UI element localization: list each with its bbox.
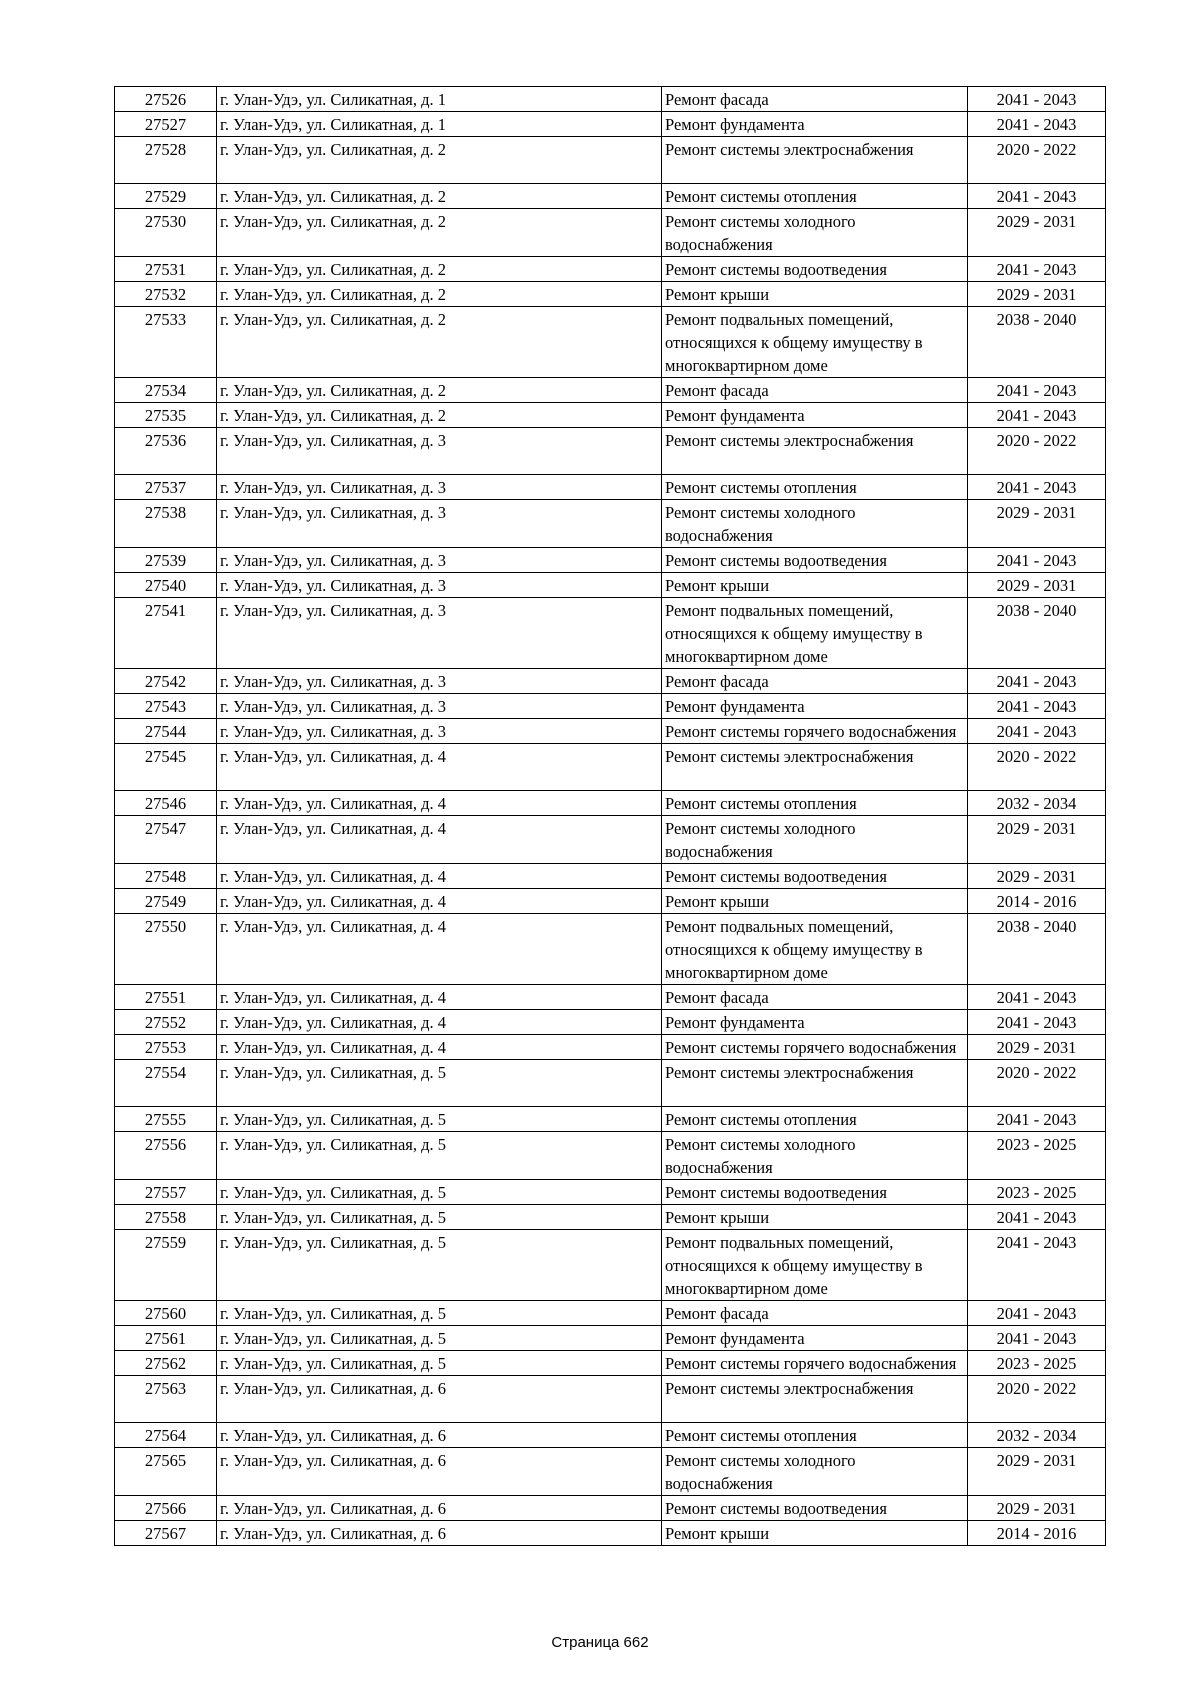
work-type-cell: Ремонт системы отопления	[662, 1107, 968, 1132]
address-cell: г. Улан-Удэ, ул. Силикатная, д. 2	[217, 378, 662, 403]
work-type-cell: Ремонт системы отопления	[662, 184, 968, 209]
record-number-cell: 27567	[115, 1521, 217, 1546]
record-number-cell: 27545	[115, 744, 217, 791]
table-body	[115, 87, 1106, 1546]
period-cell: 2020 - 2022	[968, 1060, 1106, 1107]
address-cell: г. Улан-Удэ, ул. Силикатная, д. 6	[217, 1423, 662, 1448]
record-number-cell: 27553	[115, 1035, 217, 1060]
period-cell: 2029 - 2031	[968, 282, 1106, 307]
record-number-cell: 27558	[115, 1205, 217, 1230]
period-cell: 2041 - 2043	[968, 1301, 1106, 1326]
period-cell: 2041 - 2043	[968, 1010, 1106, 1035]
table-row	[115, 307, 1106, 378]
period-cell: 2029 - 2031	[968, 209, 1106, 257]
address-cell: г. Улан-Удэ, ул. Силикатная, д. 3	[217, 719, 662, 744]
period-cell: 2041 - 2043	[968, 87, 1106, 112]
work-type-cell: Ремонт подвальных помещений, относящихся к общему имуществу в многоквартирном доме	[662, 307, 968, 378]
period-cell: 2023 - 2025	[968, 1132, 1106, 1180]
work-type-cell: Ремонт системы электроснабжения	[662, 1060, 968, 1107]
address-cell: г. Улан-Удэ, ул. Силикатная, д. 4	[217, 744, 662, 791]
record-number-cell: 27551	[115, 985, 217, 1010]
period-cell: 2041 - 2043	[968, 403, 1106, 428]
address-cell: г. Улан-Удэ, ул. Силикатная, д. 4	[217, 889, 662, 914]
table-row	[115, 744, 1106, 791]
table-row	[115, 1448, 1106, 1496]
work-type-cell: Ремонт системы холодного водоснабжения	[662, 816, 968, 864]
work-type-cell: Ремонт крыши	[662, 1521, 968, 1546]
period-cell: 2032 - 2034	[968, 1423, 1106, 1448]
period-cell: 2029 - 2031	[968, 1496, 1106, 1521]
table-row	[115, 1376, 1106, 1423]
address-cell: г. Улан-Удэ, ул. Силикатная, д. 6	[217, 1376, 662, 1423]
address-cell: г. Улан-Удэ, ул. Силикатная, д. 6	[217, 1521, 662, 1546]
work-type-cell: Ремонт фундамента	[662, 1010, 968, 1035]
period-cell: 2023 - 2025	[968, 1180, 1106, 1205]
table-row	[115, 816, 1106, 864]
period-cell: 2041 - 2043	[968, 985, 1106, 1010]
period-cell: 2029 - 2031	[968, 500, 1106, 548]
table-row	[115, 1230, 1106, 1301]
work-type-cell: Ремонт системы водоотведения	[662, 548, 968, 573]
record-number-cell: 27546	[115, 791, 217, 816]
table-row	[115, 475, 1106, 500]
address-cell: г. Улан-Удэ, ул. Силикатная, д. 4	[217, 816, 662, 864]
table-row	[115, 914, 1106, 985]
address-cell: г. Улан-Удэ, ул. Силикатная, д. 5	[217, 1230, 662, 1301]
table-row	[115, 669, 1106, 694]
address-cell: г. Улан-Удэ, ул. Силикатная, д. 4	[217, 914, 662, 985]
work-type-cell: Ремонт системы электроснабжения	[662, 428, 968, 475]
repair-schedule-table	[114, 86, 1106, 1546]
table-row	[115, 719, 1106, 744]
period-cell: 2041 - 2043	[968, 257, 1106, 282]
address-cell: г. Улан-Удэ, ул. Силикатная, д. 5	[217, 1301, 662, 1326]
address-cell: г. Улан-Удэ, ул. Силикатная, д. 3	[217, 428, 662, 475]
period-cell: 2029 - 2031	[968, 1035, 1106, 1060]
record-number-cell: 27532	[115, 282, 217, 307]
work-type-cell: Ремонт системы водоотведения	[662, 1180, 968, 1205]
record-number-cell: 27563	[115, 1376, 217, 1423]
record-number-cell: 27539	[115, 548, 217, 573]
work-type-cell: Ремонт крыши	[662, 282, 968, 307]
record-number-cell: 27559	[115, 1230, 217, 1301]
record-number-cell: 27554	[115, 1060, 217, 1107]
period-cell: 2041 - 2043	[968, 184, 1106, 209]
address-cell: г. Улан-Удэ, ул. Силикатная, д. 5	[217, 1107, 662, 1132]
address-cell: г. Улан-Удэ, ул. Силикатная, д. 6	[217, 1496, 662, 1521]
record-number-cell: 27527	[115, 112, 217, 137]
table-row	[115, 548, 1106, 573]
period-cell: 2041 - 2043	[968, 1230, 1106, 1301]
record-number-cell: 27557	[115, 1180, 217, 1205]
period-cell: 2029 - 2031	[968, 816, 1106, 864]
record-number-cell: 27565	[115, 1448, 217, 1496]
address-cell: г. Улан-Удэ, ул. Силикатная, д. 5	[217, 1351, 662, 1376]
work-type-cell: Ремонт системы холодного водоснабжения	[662, 1132, 968, 1180]
record-number-cell: 27529	[115, 184, 217, 209]
table-row	[115, 209, 1106, 257]
period-cell: 2014 - 2016	[968, 1521, 1106, 1546]
address-cell: г. Улан-Удэ, ул. Силикатная, д. 4	[217, 864, 662, 889]
table-row	[115, 864, 1106, 889]
table-row	[115, 428, 1106, 475]
table-row	[115, 1351, 1106, 1376]
table-row	[115, 403, 1106, 428]
table-row	[115, 1060, 1106, 1107]
record-number-cell: 27533	[115, 307, 217, 378]
address-cell: г. Улан-Удэ, ул. Силикатная, д. 3	[217, 694, 662, 719]
address-cell: г. Улан-Удэ, ул. Силикатная, д. 4	[217, 985, 662, 1010]
record-number-cell: 27564	[115, 1423, 217, 1448]
address-cell: г. Улан-Удэ, ул. Силикатная, д. 4	[217, 1035, 662, 1060]
address-cell: г. Улан-Удэ, ул. Силикатная, д. 5	[217, 1326, 662, 1351]
table-row	[115, 985, 1106, 1010]
record-number-cell: 27530	[115, 209, 217, 257]
table-row	[115, 1326, 1106, 1351]
period-cell: 2038 - 2040	[968, 914, 1106, 985]
table-row	[115, 1035, 1106, 1060]
work-type-cell: Ремонт системы горячего водоснабжения	[662, 1035, 968, 1060]
period-cell: 2041 - 2043	[968, 1326, 1106, 1351]
table-row	[115, 1010, 1106, 1035]
work-type-cell: Ремонт фасада	[662, 1301, 968, 1326]
address-cell: г. Улан-Удэ, ул. Силикатная, д. 3	[217, 573, 662, 598]
work-type-cell: Ремонт фасада	[662, 669, 968, 694]
record-number-cell: 27547	[115, 816, 217, 864]
table-row	[115, 1301, 1106, 1326]
period-cell: 2041 - 2043	[968, 719, 1106, 744]
period-cell: 2041 - 2043	[968, 694, 1106, 719]
address-cell: г. Улан-Удэ, ул. Силикатная, д. 3	[217, 548, 662, 573]
table-row	[115, 500, 1106, 548]
work-type-cell: Ремонт подвальных помещений, относящихся к общему имуществу в многоквартирном доме	[662, 598, 968, 669]
address-cell: г. Улан-Удэ, ул. Силикатная, д. 4	[217, 791, 662, 816]
address-cell: г. Улан-Удэ, ул. Силикатная, д. 4	[217, 1010, 662, 1035]
record-number-cell: 27541	[115, 598, 217, 669]
period-cell: 2029 - 2031	[968, 1448, 1106, 1496]
record-number-cell: 27526	[115, 87, 217, 112]
record-number-cell: 27537	[115, 475, 217, 500]
work-type-cell: Ремонт крыши	[662, 573, 968, 598]
table-row	[115, 184, 1106, 209]
table-row	[115, 1205, 1106, 1230]
address-cell: г. Улан-Удэ, ул. Силикатная, д. 5	[217, 1205, 662, 1230]
table-row	[115, 1423, 1106, 1448]
period-cell: 2029 - 2031	[968, 573, 1106, 598]
work-type-cell: Ремонт фундамента	[662, 1326, 968, 1351]
period-cell: 2041 - 2043	[968, 112, 1106, 137]
page-number: Страница 662	[551, 1634, 649, 1651]
table-row	[115, 694, 1106, 719]
work-type-cell: Ремонт крыши	[662, 889, 968, 914]
work-type-cell: Ремонт системы холодного водоснабжения	[662, 1448, 968, 1496]
address-cell: г. Улан-Удэ, ул. Силикатная, д. 3	[217, 500, 662, 548]
table-row	[115, 282, 1106, 307]
period-cell: 2014 - 2016	[968, 889, 1106, 914]
period-cell: 2038 - 2040	[968, 307, 1106, 378]
period-cell: 2041 - 2043	[968, 669, 1106, 694]
work-type-cell: Ремонт фасада	[662, 87, 968, 112]
period-cell: 2029 - 2031	[968, 864, 1106, 889]
record-number-cell: 27534	[115, 378, 217, 403]
record-number-cell: 27555	[115, 1107, 217, 1132]
period-cell: 2041 - 2043	[968, 475, 1106, 500]
work-type-cell: Ремонт системы водоотведения	[662, 257, 968, 282]
work-type-cell: Ремонт системы электроснабжения	[662, 744, 968, 791]
record-number-cell: 27535	[115, 403, 217, 428]
work-type-cell: Ремонт крыши	[662, 1205, 968, 1230]
work-type-cell: Ремонт фасада	[662, 985, 968, 1010]
record-number-cell: 27548	[115, 864, 217, 889]
work-type-cell: Ремонт фундамента	[662, 112, 968, 137]
work-type-cell: Ремонт системы электроснабжения	[662, 137, 968, 184]
address-cell: г. Улан-Удэ, ул. Силикатная, д. 3	[217, 669, 662, 694]
table-row	[115, 1521, 1106, 1546]
address-cell: г. Улан-Удэ, ул. Силикатная, д. 5	[217, 1132, 662, 1180]
address-cell: г. Улан-Удэ, ул. Силикатная, д. 3	[217, 598, 662, 669]
table-row	[115, 112, 1106, 137]
period-cell: 2041 - 2043	[968, 548, 1106, 573]
work-type-cell: Ремонт системы холодного водоснабжения	[662, 209, 968, 257]
work-type-cell: Ремонт системы холодного водоснабжения	[662, 500, 968, 548]
address-cell: г. Улан-Удэ, ул. Силикатная, д. 1	[217, 112, 662, 137]
work-type-cell: Ремонт фундамента	[662, 403, 968, 428]
work-type-cell: Ремонт системы водоотведения	[662, 1496, 968, 1521]
address-cell: г. Улан-Удэ, ул. Силикатная, д. 5	[217, 1180, 662, 1205]
period-cell: 2020 - 2022	[968, 137, 1106, 184]
period-cell: 2041 - 2043	[968, 1107, 1106, 1132]
record-number-cell: 27550	[115, 914, 217, 985]
record-number-cell: 27536	[115, 428, 217, 475]
record-number-cell: 27556	[115, 1132, 217, 1180]
work-type-cell: Ремонт системы водоотведения	[662, 864, 968, 889]
address-cell: г. Улан-Удэ, ул. Силикатная, д. 2	[217, 184, 662, 209]
table-row	[115, 87, 1106, 112]
period-cell: 2032 - 2034	[968, 791, 1106, 816]
address-cell: г. Улан-Удэ, ул. Силикатная, д. 1	[217, 87, 662, 112]
table-row	[115, 1107, 1106, 1132]
work-type-cell: Ремонт фасада	[662, 378, 968, 403]
work-type-cell: Ремонт системы отопления	[662, 1423, 968, 1448]
address-cell: г. Улан-Удэ, ул. Силикатная, д. 2	[217, 257, 662, 282]
address-cell: г. Улан-Удэ, ул. Силикатная, д. 2	[217, 307, 662, 378]
table-row	[115, 791, 1106, 816]
address-cell: г. Улан-Удэ, ул. Силикатная, д. 2	[217, 403, 662, 428]
period-cell: 2041 - 2043	[968, 1205, 1106, 1230]
table-row	[115, 137, 1106, 184]
work-type-cell: Ремонт системы горячего водоснабжения	[662, 719, 968, 744]
work-type-cell: Ремонт системы электроснабжения	[662, 1376, 968, 1423]
record-number-cell: 27528	[115, 137, 217, 184]
record-number-cell: 27540	[115, 573, 217, 598]
work-type-cell: Ремонт фундамента	[662, 694, 968, 719]
record-number-cell: 27561	[115, 1326, 217, 1351]
table-row	[115, 257, 1106, 282]
address-cell: г. Улан-Удэ, ул. Силикатная, д. 2	[217, 209, 662, 257]
table-row	[115, 598, 1106, 669]
record-number-cell: 27549	[115, 889, 217, 914]
period-cell: 2023 - 2025	[968, 1351, 1106, 1376]
address-cell: г. Улан-Удэ, ул. Силикатная, д. 2	[217, 137, 662, 184]
address-cell: г. Улан-Удэ, ул. Силикатная, д. 6	[217, 1448, 662, 1496]
record-number-cell: 27531	[115, 257, 217, 282]
record-number-cell: 27538	[115, 500, 217, 548]
period-cell: 2038 - 2040	[968, 598, 1106, 669]
record-number-cell: 27543	[115, 694, 217, 719]
address-cell: г. Улан-Удэ, ул. Силикатная, д. 2	[217, 282, 662, 307]
address-cell: г. Улан-Удэ, ул. Силикатная, д. 5	[217, 1060, 662, 1107]
record-number-cell: 27542	[115, 669, 217, 694]
work-type-cell: Ремонт подвальных помещений, относящихся к общему имуществу в многоквартирном доме	[662, 914, 968, 985]
record-number-cell: 27544	[115, 719, 217, 744]
period-cell: 2020 - 2022	[968, 744, 1106, 791]
table-row	[115, 1132, 1106, 1180]
work-type-cell: Ремонт системы отопления	[662, 475, 968, 500]
table-row	[115, 889, 1106, 914]
table-row	[115, 1180, 1106, 1205]
record-number-cell: 27562	[115, 1351, 217, 1376]
work-type-cell: Ремонт системы отопления	[662, 791, 968, 816]
record-number-cell: 27566	[115, 1496, 217, 1521]
record-number-cell: 27552	[115, 1010, 217, 1035]
work-type-cell: Ремонт подвальных помещений, относящихся к общему имуществу в многоквартирном доме	[662, 1230, 968, 1301]
table-row	[115, 573, 1106, 598]
work-type-cell: Ремонт системы горячего водоснабжения	[662, 1351, 968, 1376]
period-cell: 2041 - 2043	[968, 378, 1106, 403]
table-row	[115, 378, 1106, 403]
record-number-cell: 27560	[115, 1301, 217, 1326]
period-cell: 2020 - 2022	[968, 428, 1106, 475]
table-row	[115, 1496, 1106, 1521]
address-cell: г. Улан-Удэ, ул. Силикатная, д. 3	[217, 475, 662, 500]
period-cell: 2020 - 2022	[968, 1376, 1106, 1423]
